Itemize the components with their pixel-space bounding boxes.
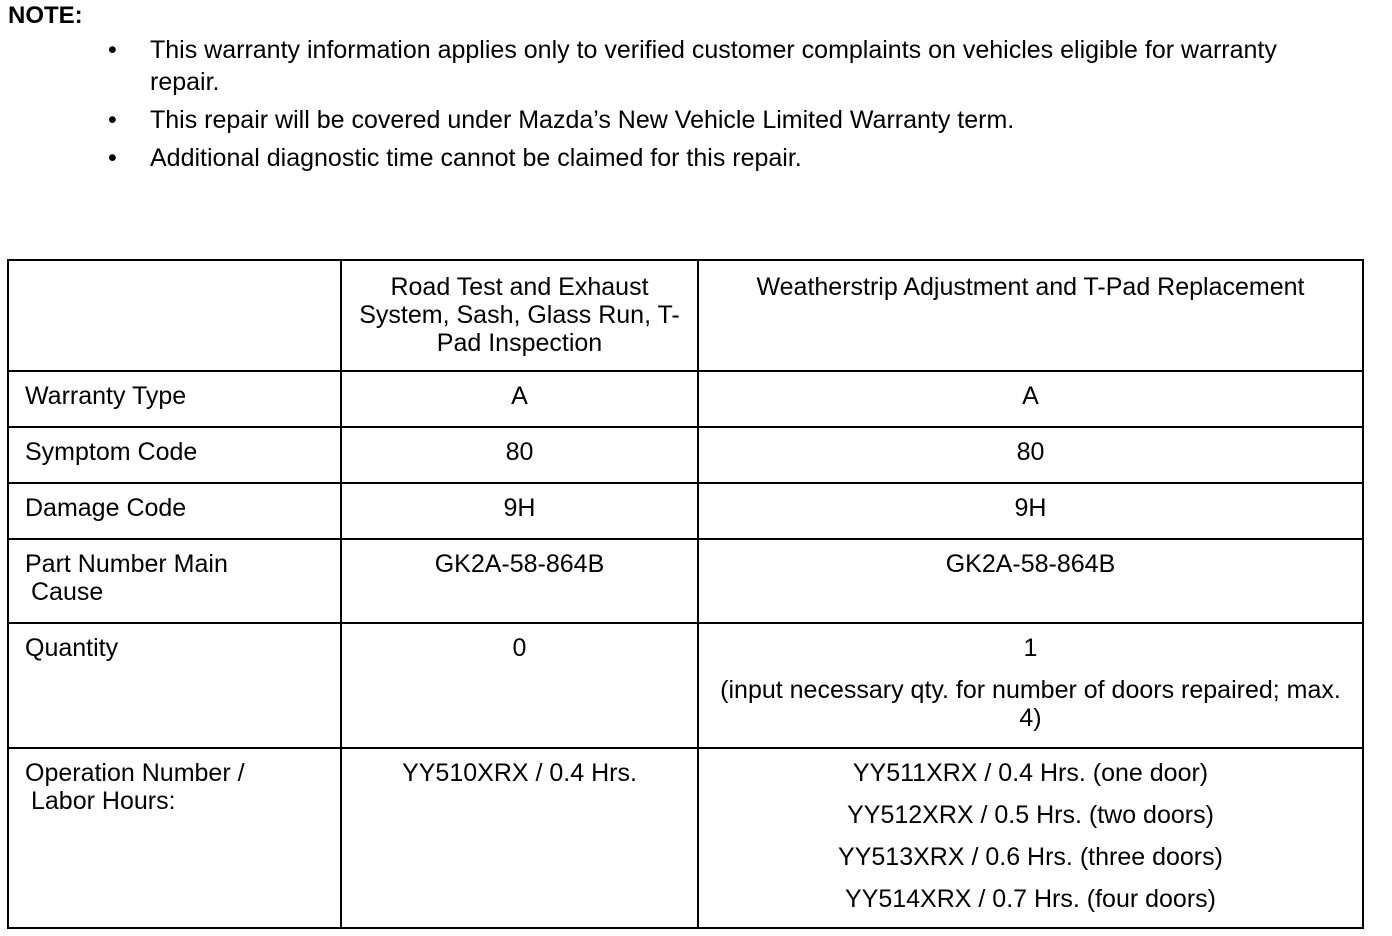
part-number-value-replacement: GK2A-58-864B	[698, 539, 1363, 623]
table-row	[8, 539, 1363, 623]
quantity-note: (input necessary qty. for number of doors repaired; max. 4)	[720, 676, 1341, 732]
note-item	[0, 142, 1392, 174]
quantity-value-replacement: 1	[1023, 634, 1038, 662]
symptom-code-value-inspection: 80	[341, 427, 698, 483]
damage-code-value-inspection: 9H	[341, 483, 698, 539]
warranty-type-value-replacement: A	[698, 371, 1363, 427]
operation-cell-replacement	[698, 748, 1363, 928]
operation-line: YY513XRX / 0.6 Hrs. (three doors)	[838, 843, 1223, 871]
bullet-icon: •	[108, 36, 117, 64]
symptom-code-value-replacement: 80	[698, 427, 1363, 483]
warranty-type-value-inspection: A	[341, 371, 698, 427]
header-empty-cell	[8, 260, 341, 371]
operation-label-line2: Labor Hours:	[31, 787, 176, 815]
table-header-row	[8, 260, 1363, 371]
header-replacement: Weatherstrip Adjustment and T-Pad Replacement	[698, 260, 1363, 371]
warranty-type-label: Warranty Type	[8, 371, 341, 427]
operation-label-line1: Operation Number /	[25, 759, 245, 787]
note-item	[0, 34, 1392, 98]
quantity-label: Quantity	[8, 623, 341, 748]
quantity-cell-replacement	[698, 623, 1363, 748]
symptom-code-label: Symptom Code	[8, 427, 341, 483]
note-item	[0, 104, 1392, 136]
operation-label	[8, 748, 341, 928]
table-row	[8, 427, 1363, 483]
part-number-value-inspection: GK2A-58-864B	[341, 539, 698, 623]
header-inspection: Road Test and Exhaust System, Sash, Glass Run, T-Pad Inspection	[341, 260, 698, 371]
note-item-text: This repair will be covered under Mazda’s New Vehicle Limited Warranty term.	[150, 106, 1015, 134]
part-number-label-line2: Cause	[31, 578, 104, 606]
note-list	[0, 34, 1392, 180]
part-number-label-line1: Part Number Main	[25, 550, 228, 578]
operation-value-inspection: YY510XRX / 0.4 Hrs.	[341, 748, 698, 928]
bullet-icon: •	[108, 144, 117, 172]
damage-code-label: Damage Code	[8, 483, 341, 539]
note-title: NOTE:	[8, 2, 83, 29]
table-row	[8, 371, 1363, 427]
bullet-icon: •	[108, 106, 117, 134]
quantity-value-inspection: 0	[341, 623, 698, 748]
damage-code-value-replacement: 9H	[698, 483, 1363, 539]
part-number-label	[8, 539, 341, 623]
table-row	[8, 483, 1363, 539]
note-item-text: Additional diagnostic time cannot be claimed for this repair.	[150, 144, 802, 172]
table-row	[8, 623, 1363, 748]
operation-line: YY512XRX / 0.5 Hrs. (two doors)	[847, 801, 1214, 829]
operation-line: YY511XRX / 0.4 Hrs. (one door)	[852, 759, 1209, 787]
note-item-text: This warranty information applies only to verified customer complaints on vehicles eligible for warranty repair.	[150, 36, 1277, 96]
table-row	[8, 748, 1363, 928]
operation-line: YY514XRX / 0.7 Hrs. (four doors)	[845, 885, 1216, 913]
warranty-table	[7, 259, 1364, 929]
